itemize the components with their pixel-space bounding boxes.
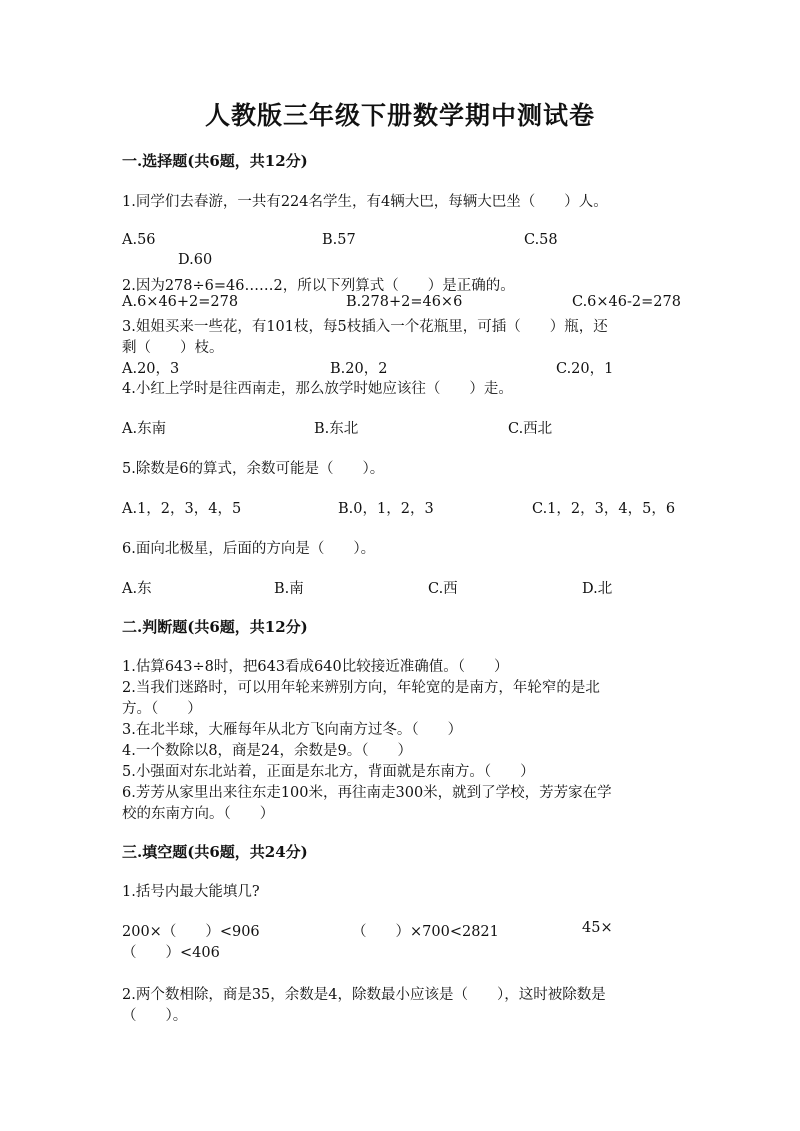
judgment-line-1: 1.估算643÷8时，把643看成640比较接近准确值。（ ）	[122, 659, 509, 675]
q4-option-c: C.西北	[508, 421, 553, 437]
judgment-line-5: 4.一个数除以8，商是24，余数是9。（ ）	[122, 743, 412, 759]
q3-option-c: C.20，1	[556, 361, 614, 377]
page-title: 人教版三年级下册数学期中测试卷	[204, 101, 595, 130]
fill-question-2-line2: （ ）。	[122, 1008, 188, 1024]
q1-option-b: B.57	[322, 232, 356, 248]
fill-q1-line2: （ ）<406	[122, 945, 220, 961]
judgment-line-8: 校的东南方向。（ ）	[122, 806, 275, 822]
fill-q1-item-2: （ ）×700<2821	[352, 924, 499, 940]
q6-option-b: B.南	[274, 581, 304, 597]
q5-option-b: B.0，1，2，3	[338, 501, 434, 517]
question-2-text: 2.因为278÷6=46……2，所以下列算式（ ）是正确的。	[122, 278, 515, 294]
fill-q1-item-1: 200×（ ）<906	[122, 924, 260, 940]
q2-option-a: A.6×46+2=278	[122, 294, 239, 310]
q5-option-c: C.1，2，3，4，5，6	[532, 501, 676, 517]
q3-option-b: B.20，2	[330, 361, 388, 377]
question-1-text: 1.同学们去春游，一共有224名学生，有4辆大巴，每辆大巴坐（ ）人。	[122, 194, 608, 210]
q5-option-a: A.1，2，3，4，5	[122, 501, 242, 517]
judgment-line-2: 2.当我们迷路时，可以用年轮来辨别方向，年轮宽的是南方，年轮窄的是北	[122, 680, 600, 696]
question-5-text: 5.除数是6的算式，余数可能是（ ）。	[122, 461, 385, 477]
section-heading-fill: 三.填空题(共6题，共24分)	[122, 843, 308, 861]
fill-question-2-line1: 2.两个数相除，商是35，余数是4，除数最小应该是（ ），这时被除数是	[122, 987, 606, 1003]
question-3-line2: 剩（ ）枝。	[122, 340, 224, 356]
q6-option-c: C.西	[428, 581, 458, 597]
section-heading-choice: 一.选择题(共6题，共12分)	[122, 152, 308, 170]
q3-option-a: A.20，3	[122, 361, 180, 377]
fill-question-1-text: 1.括号内最大能填几?	[122, 884, 260, 900]
question-4-text: 4.小红上学时是往西南走，那么放学时她应该往（ ）走。	[122, 381, 513, 397]
q4-option-b: B.东北	[314, 421, 359, 437]
question-3-line1: 3.姐姐买来一些花，有101枝，每5枝插入一个花瓶里，可插（ ）瓶，还	[122, 319, 608, 335]
q6-option-a: A.东	[122, 581, 152, 597]
q1-option-d: D.60	[178, 252, 213, 268]
fill-q1-item-3: 45×	[582, 920, 613, 936]
judgment-line-6: 5.小强面对东北站着，正面是东北方，背面就是东南方。（ ）	[122, 764, 535, 780]
q1-option-c: C.58	[524, 232, 558, 248]
q2-option-c: C.6×46-2=278	[572, 294, 681, 310]
judgment-line-4: 3.在北半球，大雁每年从北方飞向南方过冬。（ ）	[122, 722, 463, 738]
judgment-line-7: 6.芳芳从家里出来往东走100米，再往南走300米，就到了学校，芳芳家在学	[122, 785, 612, 801]
judgment-line-3: 方。（ ）	[122, 701, 202, 717]
question-6-text: 6.面向北极星，后面的方向是（ ）。	[122, 541, 376, 557]
q6-option-d: D.北	[582, 581, 613, 597]
section-heading-judgment: 二.判断题(共6题，共12分)	[122, 618, 308, 636]
q1-option-a: A.56	[122, 232, 156, 248]
q2-option-b: B.278+2=46×6	[346, 294, 463, 310]
q4-option-a: A.东南	[122, 421, 167, 437]
